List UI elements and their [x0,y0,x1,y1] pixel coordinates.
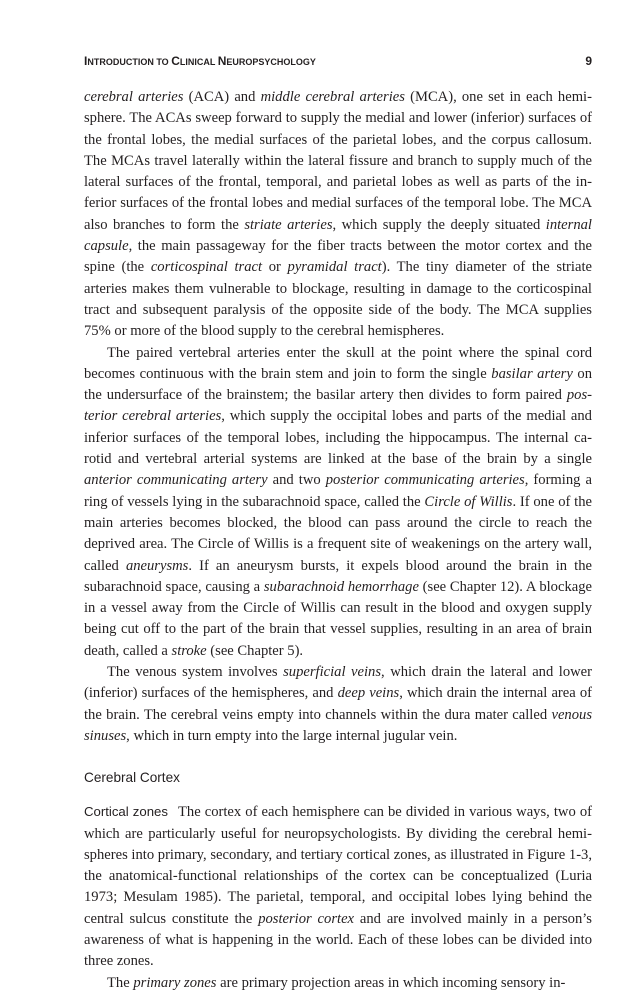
text-run: , forming a ring of vessels lying in the subarachnoid space, called the [84,472,592,510]
text-run: (see Chapter 12). A blockage in a vessel away from the Circle of Willis can result in the blood and oxygen supply being cut off to the part of the brain that vessel supplies, resulting in an area of brain death, called a [84,578,592,659]
text-run: (ACA) and [183,89,261,105]
term: pyramidal tract [287,259,382,276]
text-run: , which drain the lateral and lower (inferior) surfaces of the hemispheres, and [84,664,593,702]
term: Circle of Willis [424,493,513,510]
running-head-title [84,54,316,68]
text-run: . If an aneurysm bursts, it expels blood around the brain in the subarachnoid space, causing a [84,557,592,595]
text-run: The venous system involves [107,664,284,681]
paragraph-primary-zones [84,973,592,994]
text-run: The paired vertebral arteries enter the skull at the point where the spinal cord becomes continuous with the brain stem and join to form the single [84,344,592,382]
term: venous sinuses [84,706,592,744]
title-smallcaps: EUROPSYCHOLOGY [226,57,316,67]
term: cerebral arteries [84,89,184,105]
text-run: are primary projection areas in which incoming sensory in- [216,974,566,991]
text-run: and two [267,472,326,489]
term: subarachnoid hemorrhage [263,578,419,595]
term: aneurysms [125,557,189,574]
text-run: (see Chapter 5). [206,642,304,659]
term: striate arteries [244,216,333,233]
term: anterior communicating artery [84,472,268,489]
paragraph-venous-system [84,662,592,747]
text-run: The cortex of each hemisphere can be divided in various ways, two of which are particularly useful for neuropsychologists. By dividing the cerebral hemispheres into primary, secondary, and tertiary cortical zones, as illustrated in Figure 1-3, the anatomical-functional relationships of the cortex can be conceptualized (Luria 1973; Mesulam 1985). The parietal, temporal, and occipital lobes lying behind the central sulcus constitute the [84,804,592,927]
paragraph-cortical-zones [84,801,592,972]
text-run: , which supply the occipital lobes and parts of the medial and inferior surfaces of the temporal lobes, including the hippocampus. The internal carotid and vertebral arterial systems are linked at the base of the brain by a single [84,408,592,468]
term: basilar artery [491,365,573,382]
term: superficial veins [283,664,382,681]
text-run: . If one of the main arteries becomes blocked, the blood can pass around the circle to reach the deprived area. The Circle of Willis is a frequent site of weakenings on the artery wall, called [84,493,592,574]
term: stroke [171,642,207,659]
title-initial: I [84,54,88,68]
section-heading: Cerebral Cortex [84,770,180,786]
term: middle cerebral arteries [260,89,405,105]
term: posterior communicating arteries [325,472,525,489]
text-run: ). The tiny diameter of the striate arteries makes them vulnerable to blockage, resulting in damage to the corticospinal tract and subsequent paralysis of the opposite side of the body. The MCA supplies 75% or more of the blood supply to the cerebral hemispheres. [84,259,592,340]
run-in-subheading: Cortical zones [84,804,168,820]
term: primary zones [133,974,217,991]
title-initial: N [217,54,227,68]
text-run: , the main passageway for the fiber tracts between the motor cortex and the spine (the [84,238,592,276]
term: internal capsule [84,216,592,255]
body-text [84,87,592,994]
paragraph-arteries-continued [84,87,592,343]
running-head [84,54,592,70]
text-run: , which in turn empty into the large internal jugular vein. [126,727,458,744]
term: deep veins [337,685,400,702]
text-run: (MCA), one set in each hemisphere. The ACAs sweep forward to supply the medial and lower (inferior) surfaces of the frontal lobes, the medial surfaces of the parietal lobes, and the corpus callosum. The MCAs travel laterally within the lateral fissure and branch to supply much of the lateral surfaces of the frontal, temporal, and parietal lobes as well as parts of the inferior surfaces of the frontal lobes and medial surfaces of the temporal lobe. The MCA also branches to form the [84,89,592,233]
term: corticospinal tract [150,259,263,276]
title-smallcaps: NTRODUCTION TO [87,57,172,67]
page-number: 9 [585,54,592,68]
term: posterior cerebral arteries [84,387,592,425]
text-run: The [107,974,134,991]
text-run: or [262,259,288,276]
text-run: , which drain the internal area of the brain. The cerebral veins empty into channels within the dura mater called [84,685,592,723]
title-initial: C [171,54,180,68]
term: posterior cortex [258,910,355,927]
title-smallcaps: LINICAL [179,57,218,67]
text-run: on the undersurface of the brainstem; the basilar artery then divides to form paired [84,365,592,404]
paragraph-vertebral-arteries [84,343,592,662]
text-run: , which supply the deeply situated [332,216,546,233]
text-run: and are involved mainly in a person’s awareness of what is happening in the world. Each of these lobes can be divided into three zones. [84,910,592,970]
